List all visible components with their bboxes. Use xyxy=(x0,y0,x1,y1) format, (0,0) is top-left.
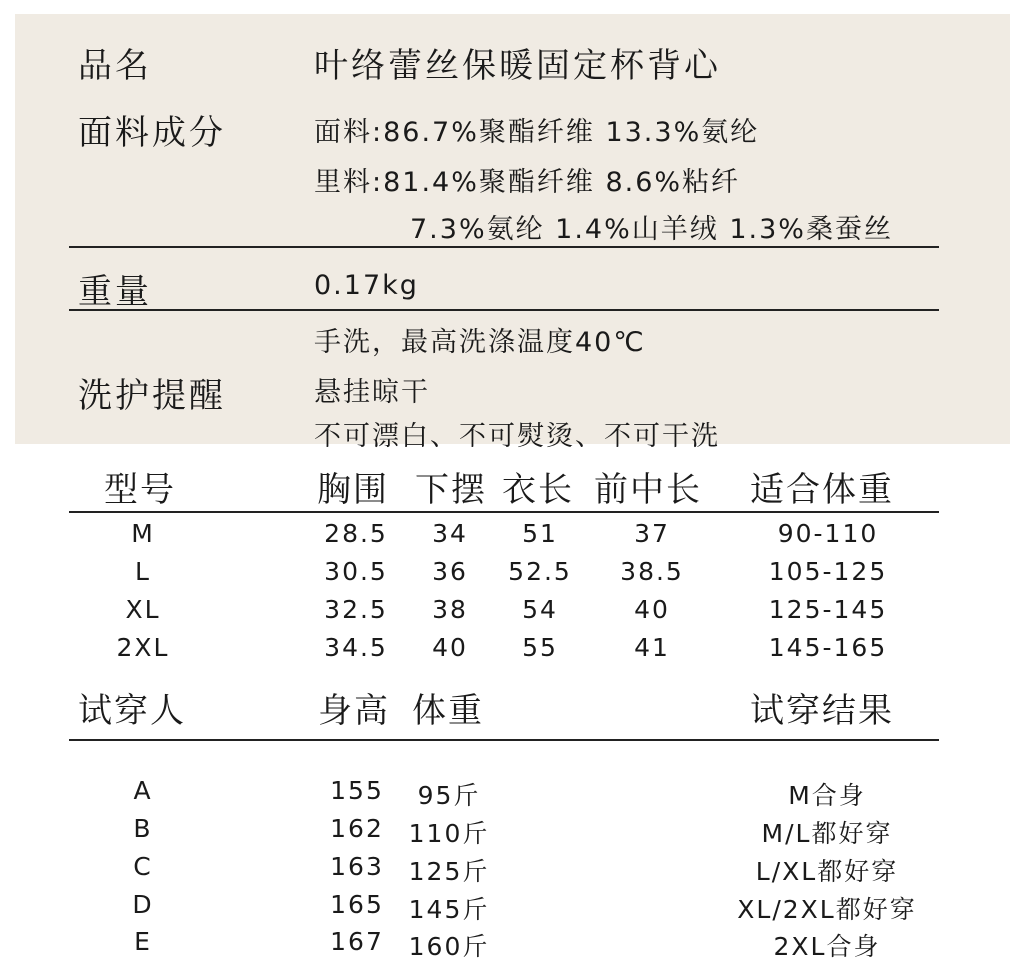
size-header-hem: 下摆 xyxy=(415,470,487,510)
trial-header-height: 身高 xyxy=(318,691,390,731)
size-cell: 37 xyxy=(634,519,670,548)
size-cell: 41 xyxy=(634,633,670,662)
size-cell: 38.5 xyxy=(620,557,684,586)
trial-cell: 155 xyxy=(330,776,384,805)
size-header-length: 衣长 xyxy=(502,470,574,510)
trial-cell: 160斤 xyxy=(408,932,490,961)
weight-label: 重量 xyxy=(78,272,152,312)
product-name-value: 叶络蕾丝保暖固定杯背心 xyxy=(314,46,721,86)
size-cell: 28.5 xyxy=(324,519,388,548)
trial-cell: D xyxy=(132,890,154,919)
size-cell: 55 xyxy=(522,633,558,662)
size-cell: 40 xyxy=(634,595,670,624)
trial-cell: L/XL都好穿 xyxy=(755,857,899,886)
care-line-restrictions: 不可漂白、不可熨烫、不可干洗 xyxy=(314,421,720,452)
trial-cell: 165 xyxy=(330,890,384,919)
divider xyxy=(69,511,939,513)
size-cell: 34.5 xyxy=(324,633,388,662)
trial-cell: XL/2XL都好穿 xyxy=(737,895,917,924)
fabric-line-lining: 里料:81.4%聚酯纤维 8.6%粘纤 xyxy=(314,167,741,198)
fabric-line-outer: 面料:86.7%聚酯纤维 13.3%氨纶 xyxy=(314,117,760,148)
trial-cell: C xyxy=(133,852,153,881)
trial-cell: 125斤 xyxy=(408,857,490,886)
size-cell: 2XL xyxy=(116,633,170,662)
size-header-chest: 胸围 xyxy=(317,470,389,510)
size-cell: 54 xyxy=(522,595,558,624)
size-cell: L xyxy=(135,557,151,586)
product-name-label: 品名 xyxy=(78,46,152,86)
divider xyxy=(69,739,939,741)
size-cell: XL xyxy=(125,595,161,624)
size-cell: 51 xyxy=(522,519,558,548)
trial-cell: B xyxy=(133,814,153,843)
size-cell: 52.5 xyxy=(508,557,572,586)
trial-cell: M合身 xyxy=(788,781,866,810)
trial-cell: 167 xyxy=(330,927,384,956)
weight-value: 0.17kg xyxy=(314,270,419,301)
size-cell: 125-145 xyxy=(768,595,888,624)
size-cell: 32.5 xyxy=(324,595,388,624)
trial-cell: 95斤 xyxy=(417,781,481,810)
size-cell: 30.5 xyxy=(324,557,388,586)
trial-cell: E xyxy=(134,927,152,956)
care-line-wash: 手洗，最高洗涤温度40℃ xyxy=(314,327,646,358)
care-label: 洗护提醒 xyxy=(78,376,226,416)
fabric-line-lining-cont: 7.3%氨纶 1.4%山羊绒 1.3%桑蚕丝 xyxy=(410,214,893,245)
trial-cell: 163 xyxy=(330,852,384,881)
trial-cell: A xyxy=(133,776,153,805)
trial-cell: 145斤 xyxy=(408,895,490,924)
size-cell: 34 xyxy=(432,519,468,548)
care-line-dry: 悬挂晾干 xyxy=(314,377,430,408)
trial-header-result: 试穿结果 xyxy=(750,691,894,731)
size-cell: 145-165 xyxy=(768,633,888,662)
size-header-model: 型号 xyxy=(104,470,176,510)
size-cell: 40 xyxy=(432,633,468,662)
size-cell: 90-110 xyxy=(777,519,879,548)
size-cell: 105-125 xyxy=(768,557,888,586)
trial-cell: 2XL合身 xyxy=(773,932,881,961)
trial-header-person: 试穿人 xyxy=(78,691,186,731)
fabric-label: 面料成分 xyxy=(78,113,226,153)
size-cell: M xyxy=(131,519,155,548)
divider xyxy=(69,309,939,311)
trial-header-weight: 体重 xyxy=(412,691,484,731)
size-header-front-length: 前中长 xyxy=(594,470,702,510)
trial-cell: M/L都好穿 xyxy=(761,819,893,848)
size-cell: 38 xyxy=(432,595,468,624)
divider xyxy=(69,246,939,248)
size-header-fit-weight: 适合体重 xyxy=(750,470,894,510)
trial-cell: 162 xyxy=(330,814,384,843)
trial-cell: 110斤 xyxy=(408,819,490,848)
size-cell: 36 xyxy=(432,557,468,586)
